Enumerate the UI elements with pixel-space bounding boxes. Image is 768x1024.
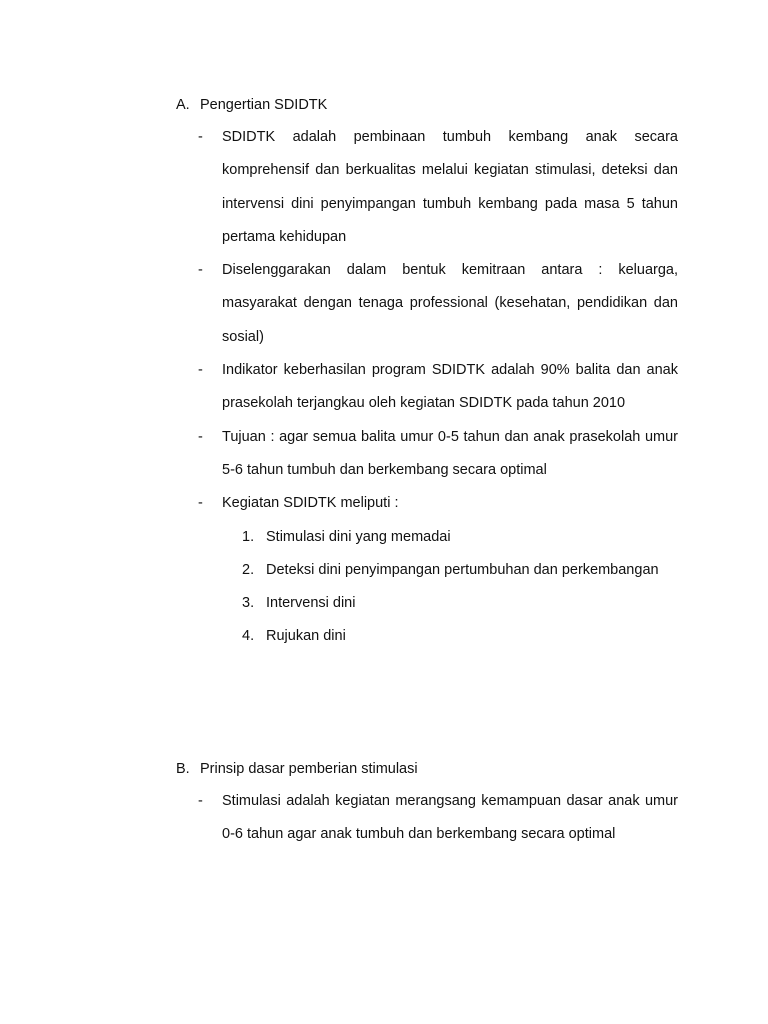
list-item: [198, 421, 678, 488]
list-item: [242, 554, 678, 587]
list-item: [198, 785, 678, 852]
section-b-title: Prinsip dasar pemberian stimulasi: [200, 760, 418, 777]
list-item: [198, 354, 678, 421]
section-b-heading: [176, 752, 678, 785]
list-number: 1.: [242, 528, 255, 545]
section-b: [176, 752, 678, 852]
bullet-text: Stimulasi adalah kegiatan merangsang kemampuan dasar anak umur 0-6 tahun agar anak tumbuh dan berkembang secara optimal: [222, 793, 678, 843]
list-text: Deteksi dini penyimpangan pertumbuhan dan perkembangan: [266, 561, 659, 578]
section-a: [176, 88, 678, 654]
section-a-letter: A.: [176, 96, 190, 113]
list-number: 3.: [242, 595, 255, 612]
section-a-title: Pengertian SDIDTK: [200, 96, 328, 113]
list-item: [198, 487, 678, 520]
bullet-text: Indikator keberhasilan program SDIDTK adalah 90% balita dan anak prasekolah terjangkau oleh kegiatan SDIDTK pada tahun 2010: [222, 362, 678, 412]
list-text: Intervensi dini: [266, 595, 356, 612]
list-number: 4.: [242, 628, 255, 645]
bullet-text: Tujuan : agar semua balita umur 0-5 tahun dan anak prasekolah umur 5-6 tahun tumbuh dan berkembang secara optimal: [222, 428, 678, 478]
list-text: Rujukan dini: [266, 628, 346, 645]
section-a-bullet-list: [176, 121, 678, 521]
dash-marker: -: [198, 362, 203, 379]
section-a-heading: [176, 88, 678, 121]
dash-marker: -: [198, 793, 203, 809]
section-b-bullet-list: [176, 785, 678, 852]
list-number: 2.: [242, 561, 255, 578]
section-b-letter: B.: [176, 760, 190, 777]
bullet-text: SDIDTK adalah pembinaan tumbuh kembang anak secara komprehensif dan berkualitas melalui kegiatan stimulasi, deteksi dan intervensi dini penyimpangan tumbuh kembang pada masa 5 tahun pertama kehidupan: [222, 129, 678, 245]
dash-marker: -: [198, 428, 203, 445]
dash-marker: -: [198, 262, 203, 279]
list-item: [242, 620, 678, 653]
list-item: [242, 587, 678, 620]
dash-marker: -: [198, 495, 203, 512]
list-item: [198, 254, 678, 354]
activity-numbered-list: [220, 521, 678, 654]
bullet-text: Diselenggarakan dalam bentuk kemitraan antara : keluarga, masyarakat dengan tenaga professional (kesehatan, pendidikan dan sosial): [222, 262, 678, 345]
list-text: Stimulasi dini yang memadai: [266, 528, 451, 545]
list-item: [198, 121, 678, 254]
dash-marker: -: [198, 129, 203, 145]
list-item: [242, 521, 678, 554]
bullet-text: Kegiatan SDIDTK meliputi :: [222, 495, 399, 512]
